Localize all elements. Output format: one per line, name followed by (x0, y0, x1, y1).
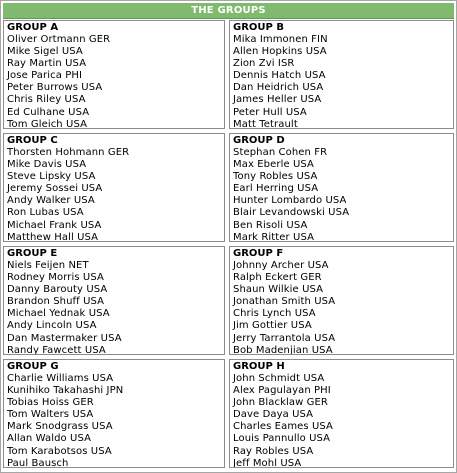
player-name: Charlie Williams USA (7, 373, 114, 384)
player-name: Niels Feijen NET (7, 260, 89, 271)
player-name: Jim Gottier USA (233, 320, 312, 332)
player-name: Blair Levandowski USA (233, 207, 350, 219)
player-name: Rodney Morris USA (7, 272, 104, 284)
player-name: Tobias Hoiss GER (7, 397, 94, 409)
player-name: Kunihiko Takahashi JPN (7, 385, 124, 397)
group-g-cell (3, 359, 225, 468)
player-name: Dan Mastermaker USA (7, 332, 122, 344)
player-name: Mike Sigel USA (7, 46, 83, 58)
player-name: Mike Davis USA (7, 159, 87, 171)
player-name: Matthew Hall USA (7, 231, 99, 242)
group-title: GROUP C (7, 135, 58, 146)
player-name: Earl Herring USA (233, 183, 319, 195)
player-name: Andy Lincoln USA (7, 320, 97, 332)
group-b-cell (229, 20, 454, 129)
group-title: GROUP B (233, 22, 284, 33)
group-h-cell (229, 359, 454, 468)
player-name: Alex Pagulayan PHI (233, 385, 331, 397)
player-name: Max Eberle USA (233, 159, 314, 171)
groups-grid (3, 20, 454, 470)
group-title: GROUP F (233, 248, 284, 259)
player-name: Jerry Tarrantola USA (233, 332, 336, 344)
player-name: James Heller USA (233, 94, 322, 106)
player-name: Hunter Lombardo USA (233, 195, 347, 207)
player-name: Ben Risoli USA (233, 219, 308, 231)
player-name: Steve Lipsky USA (7, 171, 96, 183)
player-name: Thorsten Hohmann GER (7, 147, 130, 158)
group-f-cell (229, 246, 454, 355)
player-name: Peter Burrows USA (7, 82, 103, 94)
player-name: Dave Daya USA (233, 409, 314, 421)
player-name: Matt Tetrault (233, 118, 298, 129)
player-name: Peter Hull USA (233, 106, 307, 118)
player-name: Andy Walker USA (7, 195, 95, 207)
player-name: Michael Yednak USA (7, 308, 110, 320)
player-name: Paul Bausch (7, 457, 69, 468)
player-name: Ray Martin USA (7, 58, 87, 70)
player-name: Ray Robles USA (233, 445, 314, 457)
player-name: Oliver Ortmann GER (7, 34, 111, 45)
group-title: GROUP H (233, 361, 285, 372)
player-name: John Blacklaw GER (233, 397, 328, 409)
player-name: Jonathan Smith USA (233, 296, 336, 308)
group-title: GROUP G (7, 361, 59, 372)
player-name: Allen Hopkins USA (233, 46, 327, 58)
player-name: Charles Eames USA (233, 421, 334, 433)
group-title: GROUP A (7, 22, 59, 33)
player-name: Louis Pannullo USA (233, 433, 331, 445)
player-name: Bob Madenjian USA (233, 344, 333, 355)
group-c-cell (3, 133, 225, 242)
group-title: GROUP E (7, 248, 58, 259)
player-name: Mika Immonen FIN (233, 34, 328, 45)
player-name: Jeremy Sossei USA (7, 183, 103, 195)
player-name: Dennis Hatch USA (233, 70, 326, 82)
table-title: THE GROUPS (3, 3, 454, 19)
player-name: Ron Lubas USA (7, 207, 84, 219)
group-title: GROUP D (233, 135, 285, 146)
player-name: Mark Ritter USA (233, 231, 315, 242)
player-name: Ed Culhane USA (7, 106, 90, 118)
group-a-cell (3, 20, 225, 129)
player-name: Tom Karabotsos USA (7, 445, 112, 457)
player-name: John Schmidt USA (233, 373, 325, 384)
player-name: Ralph Eckert GER (233, 272, 322, 284)
player-name: Chris Riley USA (7, 94, 86, 106)
group-e-cell (3, 246, 225, 355)
group-d-cell (229, 133, 454, 242)
player-name: Stephan Cohen FR (233, 147, 328, 158)
player-name: Tom Gleich USA (7, 118, 88, 129)
player-name: Dan Heidrich USA (233, 82, 324, 94)
player-name: Brandon Shuff USA (7, 296, 105, 308)
player-name: Jose Parica PHI (7, 70, 83, 82)
player-name: Mark Snodgrass USA (7, 421, 113, 433)
player-name: Zion Zvi ISR (233, 58, 295, 70)
player-name: Randy Fawcett USA (7, 344, 106, 355)
player-name: Jeff Mohl USA (233, 457, 302, 468)
player-name: Shaun Wilkie USA (233, 284, 324, 296)
player-name: Chris Lynch USA (233, 308, 316, 320)
player-name: Danny Barouty USA (7, 284, 108, 296)
player-name: Allan Waldo USA (7, 433, 92, 445)
player-name: Tom Walters USA (7, 409, 94, 421)
player-name: Tony Robles USA (233, 171, 318, 183)
player-name: Johnny Archer USA (233, 260, 329, 271)
player-name: Michael Frank USA (7, 219, 102, 231)
